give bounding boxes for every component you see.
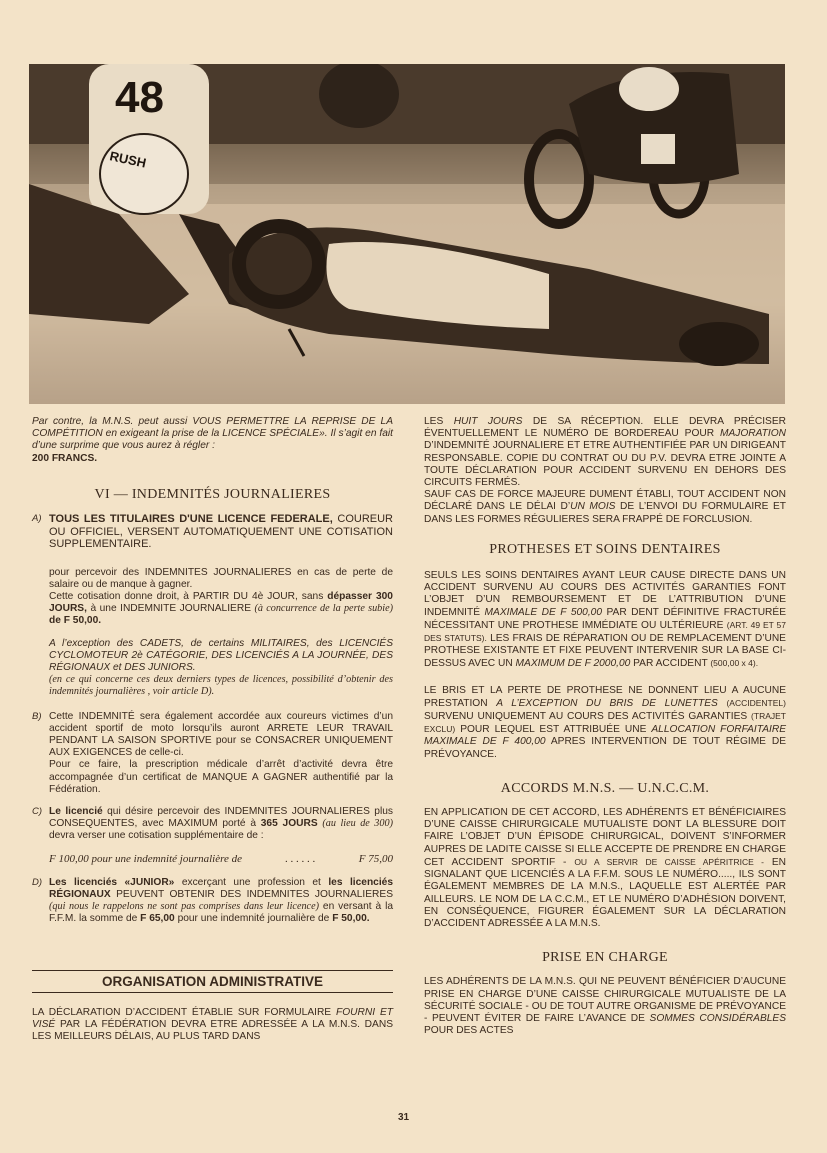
protheses-t1: SEULS LES SOINS DENTAIRES AYANT LEUR CAUSE DIRECTE DANS UN ACCIDENT SURVENU AU COURS DES ACTIVITÉS GARANTIES FONT L’OBJET D’UN REMBOURSEMENT ET DE L’ATTRIBUTION D’UNE INDEMNITÉ bbox=[424, 570, 786, 618]
item-d-t1: Les licenciés «JUNIOR» bbox=[49, 876, 175, 888]
admin-t3: PAR LA FÉDÉRATION DEVRA ETRE ADRESSÉE A LA M.N.S. DANS LES MEILLEURS DÉLAIS, AU PLUS TARD DANS bbox=[32, 1019, 393, 1043]
section-vi-title: VI — INDEMNITÉS JOURNALIERES bbox=[94, 486, 331, 502]
item-b-text: Cette INDEMNITÉ sera également accordée aux coureurs victimes d’un accident sportif de moto lorsqu’ils auront ARRETE LEUR TRAVAIL PENDANT LA SAISON SPORTIVE pour se CONSACRER UNIQUEMENT AUX EXIGENCES de celle-ci. bbox=[49, 710, 393, 759]
item-c-line-right: F 75,00 bbox=[358, 852, 393, 865]
admin-title: ORGANISATION ADMINISTRATIVE bbox=[32, 970, 393, 993]
second-rider-helmet bbox=[619, 67, 679, 111]
accords-paragraph bbox=[424, 807, 786, 930]
protheses-t6: MAXIMUM DE F 2000,00 bbox=[515, 658, 631, 670]
protheses-p2e: (TRAJET EXCLU) bbox=[424, 711, 786, 735]
item-a-p3 bbox=[49, 591, 393, 628]
right-top-t4: MAJORATION bbox=[719, 428, 786, 440]
item-d-mark: D) bbox=[32, 876, 43, 888]
accords-title: ACCORDS M.N.S. — U.N.C.C.M. bbox=[500, 780, 710, 796]
accords-t2: OU A SERVIR DE CAISSE APÉRITRICE - bbox=[574, 856, 764, 867]
prise-t3: POUR DES ACTES bbox=[424, 1025, 514, 1037]
protheses-p2f: POUR LEQUEL EST ATTRIBUÉE UNE bbox=[460, 724, 647, 736]
admin-text bbox=[32, 1007, 393, 1044]
item-c-t4: (au lieu de 300) bbox=[322, 818, 393, 830]
right-column bbox=[424, 416, 786, 1037]
accords-t1: EN APPLICATION DE CET ACCORD, LES ADHÉRENTS ET BÉNÉFICIAIRES D’UNE CAISSE CHIRURGICALE MUTUALISTE DONT LA BLESSURE DOIT FAIRE L’OBJET D’UN ÉPISODE CHIRURGICAL, DOIVENT S’INFORMER AUPRES DE LADITE CAISSE SI ELLE ACCEPTE DE PRENDRE EN CHARGE CET ACCIDENT SPORTIF - bbox=[424, 807, 786, 868]
photo-illustration bbox=[29, 64, 785, 404]
page-number: 31 bbox=[398, 1112, 410, 1123]
item-c-rate-line bbox=[49, 853, 393, 865]
rider-number: 48 bbox=[115, 73, 164, 122]
protheses-p2a: LE BRIS ET LA PERTE DE PROTHESE NE DONNENT LIEU A AUCUNE PRESTATION bbox=[424, 684, 786, 709]
item-a-p3e: de F 50,00. bbox=[49, 615, 102, 627]
item-a bbox=[32, 513, 393, 699]
admin-t1: LA DÉCLARATION D’ACCIDENT ÉTABLIE SUR FORMULAIRE bbox=[32, 1006, 332, 1018]
item-d-t4: PEUVENT OBTENIR DES INDEMNITES JOURNALIERES bbox=[116, 888, 393, 900]
item-d-t8: pour une indemnité journalière de bbox=[177, 913, 330, 925]
item-c-line-dots: . . . . . . bbox=[285, 852, 316, 865]
item-c-t1: Le licencié bbox=[49, 805, 103, 817]
item-a-p2: pour percevoir des INDEMNITES JOURNALIERES en cas de perte de salaire ou de manque à gagner. bbox=[49, 566, 393, 590]
item-c-mark: C) bbox=[32, 805, 43, 817]
admin-t2: FOURNI ET VISÉ bbox=[32, 1006, 393, 1030]
protheses-t5: LES FRAIS DE RÉPARATION OU DE REMPLACEMENT D’UNE PROTHESE EXISTANTE ET FIXE PEUVENT INTERVENIR SUR LA BASE CI-DESSUS AVEC UN bbox=[424, 633, 786, 670]
protheses-t7: PAR ACCIDENT bbox=[633, 658, 708, 670]
protheses-p2h: APRES INTERVENTION DE TOUT RÉGIME DE PRÉVOYANCE. bbox=[424, 736, 786, 760]
item-a-bold: TOUS LES TITULAIRES D'UNE LICENCE FEDERALE, bbox=[49, 513, 333, 526]
rider-helmet bbox=[100, 134, 188, 214]
item-a-p5: (en ce qui concerne ces deux derniers types de licences, possibilité d’obtenir des indemnités journalières , voir article D). bbox=[49, 674, 393, 698]
item-d-text bbox=[49, 877, 393, 926]
intro-paragraph bbox=[32, 416, 393, 465]
protheses-paragraph bbox=[424, 570, 786, 671]
protheses-paragraph-2 bbox=[424, 685, 786, 761]
right-top-t1: LES bbox=[424, 416, 444, 427]
item-a-p4: A l’exception des CADETS, de certains MILITAIRES, des LICENCIÉS CYCLOMOTEUR 2è CATÉGORIE, DES LICENCIÉS A LA JOURNÉE, DES RÉGIONAUX et DES JUNIORS. bbox=[49, 637, 393, 673]
item-d-t5: (qui nous le rappelons ne sont pas comprises dans leur licence) bbox=[49, 901, 319, 913]
item-a-mark: A) bbox=[32, 513, 42, 525]
item-d-t9: F 50,00. bbox=[332, 913, 370, 925]
right-top-paragraph-2 bbox=[424, 489, 786, 526]
item-d-t3: les licenciés RÉGIONAUX bbox=[49, 876, 393, 900]
prise-paragraph bbox=[424, 976, 786, 1037]
item-d-t7: F 65,00 bbox=[140, 913, 175, 925]
item-a-p3d: (à concurrence de la perte subie) bbox=[254, 603, 394, 615]
protheses-t3: PAR DENT DÉFINITIVE FRACTURÉE NÉCESSITANT UNE PROTHESE IMMÉDIATE OU ULTÉRIEURE bbox=[424, 606, 786, 631]
item-c-t3: 365 JOURS bbox=[260, 818, 318, 830]
right-top-t5: D’INDEMNITÉ JOURNALIERE ET ETRE AUTHENTIFIÉE PAR UN DIRIGEANT RESPONSABLE. COPIE DU CONTRAT OU DU P.V. DEVRA ETRE JOINTE A TOUTE DÉCLARATION POUR ACCIDENT SURVENU EN DEHORS DES CIRCUITS FERMÉS. bbox=[424, 440, 786, 489]
right-top-t2: HUIT JOURS bbox=[453, 416, 523, 427]
item-b bbox=[32, 711, 393, 796]
right-top-t8: DE L’ENVOI DU FORMULAIRE ET DANS LES FORMES RÉGULIERES SERA FRAPPÉ DE FORCLUSION. bbox=[424, 501, 786, 525]
item-b-mark: B) bbox=[32, 710, 42, 722]
prise-t1: LES ADHÉRENTS DE LA M.N.S. QUI NE PEUVENT BÉNÉFICIER D’AUCUNE PRISE EN CHARGE D’UNE CAISSE CHIRURGICALE MUTUALISTE DE LA SÉCURITÉ SOCIALE - OU DE TOUT AUTRE ORGANISME DE PRÉVOYANCE - PEUVENT ÉVITER DE FAIRE L’AVANCE DE bbox=[424, 976, 786, 1024]
admin-section bbox=[32, 970, 393, 1044]
item-c-t5: devra verser une cotisation supplémentaire de : bbox=[49, 830, 264, 842]
item-a-p3b: dépasser 300 JOURS, bbox=[49, 590, 393, 615]
bike-rear-wheel bbox=[679, 322, 759, 366]
right-top-paragraph bbox=[424, 416, 786, 489]
protheses-t2: MAXIMALE DE F 500,00 bbox=[484, 606, 602, 618]
prise-t2: SOMMES CONSIDÉRABLES bbox=[649, 1012, 786, 1024]
protheses-p2d: SURVENU UNIQUEMENT AU COURS DES ACTIVITÉS GARANTIES bbox=[424, 711, 748, 723]
accords-t3: EN SIGNALANT QUE LICENCIÉS A LA F.F.M. SOUS LE NUMÉRO....., ILS SONT ÉGALEMENT MEMBRES DE LA M.N.S., LAQUELLE EST ALERTÉE PAR AILLEURS. LE NOM DE LA C.C.M., ET LE NUMÉRO D’ADHÉSION DOIVENT, EN CONSÉQUENCE, FIGURER ÉGALEMENT SUR LA DÉCLARATION D’ACCIDENT ADRESSÉE A LA M.N.S. bbox=[424, 856, 786, 929]
second-bike-number-plate bbox=[641, 134, 675, 164]
protheses-p2b: A L’EXCEPTION DU BRIS DE LUNETTES bbox=[496, 697, 718, 709]
item-c-t2: qui désire percevoir des INDEMNITES JOURNALIERES plus CONSEQUENTES, avec MAXIMUM porté à bbox=[49, 805, 393, 830]
item-a-rest: COUREUR OU OFFICIEL, VERSENT AUTOMATIQUEMENT UNE COTISATION SUPPLEMENTAIRE. bbox=[49, 513, 393, 551]
right-top-t6: SAUF CAS DE FORCE MAJEURE DUMENT ÉTABLI, TOUT ACCIDENT NON DÉCLARÉ DANS LE DÉLAI D’ bbox=[424, 489, 786, 513]
protheses-t4: (ART. 49 ET 57 DES STATUTS). bbox=[424, 619, 786, 644]
motorcycle-crash-photo bbox=[29, 64, 785, 404]
right-top-t7: UN MOIS bbox=[570, 501, 616, 513]
item-d bbox=[32, 877, 393, 926]
left-column bbox=[32, 416, 393, 1043]
item-a-p3a: Cette cotisation donne droit, à PARTIR DU 4è JOUR, sans bbox=[49, 590, 324, 602]
right-top-t3: DE SA RÉCEPTION. ELLE DEVRA PRÉCISER ÉVENTUELLEMENT LE NUMÉRO DE BORDEREAU POUR bbox=[424, 416, 786, 440]
item-b-p2: Pour ce faire, la prescription médicale d’arrêt d’activité devra être accompagnée d’un certificat de MANQUE A GAGNER authentifié par la Fédération. bbox=[49, 759, 393, 795]
item-c-line-left: F 100,00 pour une indemnité journalière de bbox=[49, 852, 242, 865]
item-d-t6: en versant à la F.F.M. la somme de bbox=[49, 901, 393, 925]
helmet-text: RUSH bbox=[108, 148, 148, 171]
item-c-text bbox=[49, 806, 393, 843]
item-a-p3c: à une INDEMNITE JOURNALIERE bbox=[90, 603, 251, 615]
protheses-title: PROTHESES ET SOINS DENTAIRES bbox=[489, 541, 721, 557]
intro-text: Par contre, la M.N.S. peut aussi VOUS PERMETTRE LA REPRISE DE LA COMPÉTITION en exigeant la prise de la LICENCE SPÉCIALE». Il s’agit en fait d’une surprime que vous aurez à régler : bbox=[32, 416, 393, 452]
item-a-lead bbox=[49, 513, 393, 551]
item-d-t2: excerçant une profession et bbox=[181, 876, 321, 888]
protheses-p2g: ALLOCATION FORFAITAIRE MAXIMALE DE F 400,00 bbox=[424, 724, 786, 748]
protheses-t8: (500,00 x 4). bbox=[710, 658, 759, 669]
intro-amount: 200 FRANCS. bbox=[32, 452, 98, 464]
item-c bbox=[32, 806, 393, 865]
prise-title: PRISE EN CHARGE bbox=[542, 950, 668, 966]
protheses-p2c: (ACCIDENTEL) bbox=[726, 697, 786, 708]
